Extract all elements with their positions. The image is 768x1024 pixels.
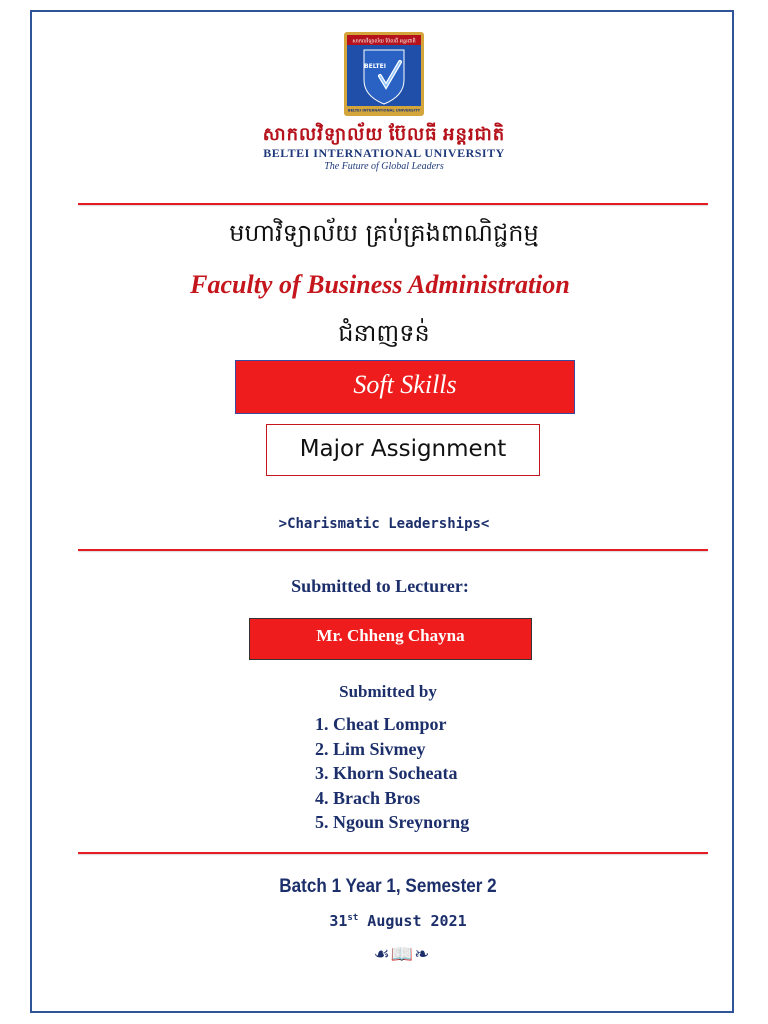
date-month-year: August 2021 [358, 912, 467, 930]
member-list [315, 712, 469, 835]
date-day: 31 [329, 912, 348, 930]
list-item: 4. Brach Bros [315, 787, 421, 808]
submission-date [0, 912, 768, 930]
list-item: 3. Khorn Socheata [315, 763, 458, 783]
university-khmer-name: សាកលវិទ្យាល័យ ប៊ែលធី អន្តរជាតិ [262, 124, 506, 144]
university-english-name: BELTEI INTERNATIONAL UNIVERSITY [263, 146, 505, 160]
faculty-english-name: Faculty of Business Administration [190, 270, 570, 299]
presented-label-khmer: ជំនាញទន់ [338, 319, 430, 347]
list-item: 1. Cheat Lompor [315, 714, 447, 734]
list-item: 2. Lim Sivmey [315, 738, 426, 759]
assignment-topic: >Charismatic Leaderships< [278, 516, 490, 532]
batch-info: Batch 1 Year 1, Semester 2 [279, 876, 497, 897]
lecturer-banner [249, 618, 532, 660]
submitted-by-label: Submitted by [339, 682, 437, 701]
list-item: 5. Ngoun Sreynorng [315, 812, 470, 832]
university-logo [342, 30, 426, 118]
divider-line [78, 203, 708, 205]
logo-top-text: សាកលវិទ្យាល័យ ប៊ែលធី អន្តរជាតិ [352, 38, 416, 45]
book-ornament-icon: ☙📖❧ [373, 944, 431, 965]
divider-line [78, 549, 708, 551]
assignment-box [266, 424, 540, 476]
date-suffix: st [347, 913, 359, 923]
submitted-to-label: Submitted to Lecturer: [291, 576, 469, 596]
logo-bottom-text: BELTEI INTERNATIONAL UNIVERSITY [347, 108, 421, 113]
lecturer-name: Mr. Chheng Chayna [316, 626, 465, 645]
faculty-khmer-name: មហាវិទ្យាល័យ គ្រប់គ្រងពាណិជ្ជកម្ម [229, 219, 539, 247]
logo-emblem-text: BELTEI [364, 63, 386, 70]
assignment-type: Major Assignment [299, 436, 507, 462]
divider-line [78, 852, 708, 854]
subject-title: Soft Skills [353, 370, 457, 399]
university-tagline: The Future of Global Leaders [324, 161, 444, 172]
subject-banner [235, 360, 575, 414]
